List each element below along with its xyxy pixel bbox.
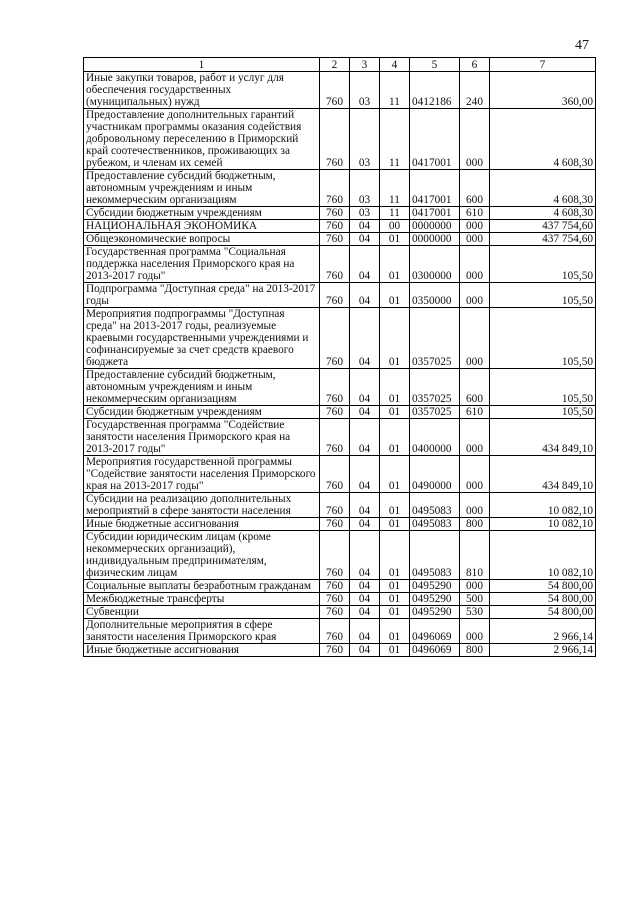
row-name-cell: Подпрограмма "Доступная среда" на 2013-2017 годы [84, 283, 320, 308]
table-row [84, 606, 596, 619]
target-article-cell: 0417001 [410, 207, 460, 220]
section-code-cell: 04 [350, 593, 380, 606]
table-row [84, 207, 596, 220]
admin-code-cell: 760 [320, 606, 350, 619]
table-row [84, 593, 596, 606]
table-row [84, 531, 596, 580]
subsection-code-cell: 01 [380, 233, 410, 246]
admin-code-cell: 760 [320, 493, 350, 518]
expense-type-cell: 000 [460, 233, 490, 246]
row-name-cell: Предоставление субсидий бюджетным, автономным учреждениям и иным некоммерческим организациям [84, 369, 320, 406]
expense-type-cell: 530 [460, 606, 490, 619]
subsection-code-cell: 00 [380, 220, 410, 233]
target-article-cell: 0495290 [410, 580, 460, 593]
subsection-code-cell: 01 [380, 518, 410, 531]
header-cell: 6 [460, 58, 490, 72]
section-code-cell: 04 [350, 531, 380, 580]
subsection-code-cell: 01 [380, 493, 410, 518]
admin-code-cell: 760 [320, 207, 350, 220]
expense-type-cell: 600 [460, 369, 490, 406]
admin-code-cell: 760 [320, 518, 350, 531]
target-article-cell: 0496069 [410, 619, 460, 644]
section-code-cell: 04 [350, 308, 380, 369]
budget-table [83, 57, 596, 657]
admin-code-cell: 760 [320, 233, 350, 246]
target-article-cell: 0412186 [410, 72, 460, 109]
target-article-cell: 0000000 [410, 220, 460, 233]
section-code-cell: 04 [350, 369, 380, 406]
row-name-cell: Общеэкономические вопросы [84, 233, 320, 246]
amount-cell: 4 608,30 [490, 170, 596, 207]
target-article-cell: 0357025 [410, 308, 460, 369]
expense-type-cell: 000 [460, 456, 490, 493]
row-name-cell: Иные бюджетные ассигнования [84, 518, 320, 531]
table-row [84, 283, 596, 308]
section-code-cell: 04 [350, 619, 380, 644]
target-article-cell: 0300000 [410, 246, 460, 283]
admin-code-cell: 760 [320, 220, 350, 233]
target-article-cell: 0417001 [410, 170, 460, 207]
expense-type-cell: 000 [460, 109, 490, 170]
target-article-cell: 0357025 [410, 369, 460, 406]
target-article-cell: 0350000 [410, 283, 460, 308]
section-code-cell: 04 [350, 419, 380, 456]
admin-code-cell: 760 [320, 644, 350, 657]
amount-cell: 437 754,60 [490, 220, 596, 233]
admin-code-cell: 760 [320, 419, 350, 456]
expense-type-cell: 500 [460, 593, 490, 606]
table-row [84, 518, 596, 531]
target-article-cell: 0400000 [410, 419, 460, 456]
amount-cell: 437 754,60 [490, 233, 596, 246]
table-row [84, 233, 596, 246]
subsection-code-cell: 01 [380, 531, 410, 580]
row-name-cell: Предоставление дополнительных гарантий участникам программы оказания содействия добровольному переселению в Приморский край соотечественников, проживающих за рубежом, и членам их семей [84, 109, 320, 170]
table-row [84, 170, 596, 207]
target-article-cell: 0490000 [410, 456, 460, 493]
section-code-cell: 04 [350, 580, 380, 593]
expense-type-cell: 800 [460, 644, 490, 657]
table-row [84, 619, 596, 644]
section-code-cell: 03 [350, 72, 380, 109]
expense-type-cell: 000 [460, 580, 490, 593]
expense-type-cell: 000 [460, 283, 490, 308]
expense-type-cell: 810 [460, 531, 490, 580]
row-name-cell: Мероприятия государственной программы "Содействие занятости населения Приморского края на 2013-2017 годы" [84, 456, 320, 493]
expense-type-cell: 240 [460, 72, 490, 109]
subsection-code-cell: 01 [380, 419, 410, 456]
subsection-code-cell: 01 [380, 619, 410, 644]
header-cell: 2 [320, 58, 350, 72]
subsection-code-cell: 11 [380, 109, 410, 170]
expense-type-cell: 000 [460, 308, 490, 369]
target-article-cell: 0495290 [410, 606, 460, 619]
table-row [84, 456, 596, 493]
section-code-cell: 04 [350, 246, 380, 283]
table-row [84, 406, 596, 419]
section-code-cell: 04 [350, 233, 380, 246]
admin-code-cell: 760 [320, 283, 350, 308]
amount-cell: 54 800,00 [490, 580, 596, 593]
amount-cell: 434 849,10 [490, 419, 596, 456]
expense-type-cell: 000 [460, 419, 490, 456]
section-code-cell: 04 [350, 456, 380, 493]
row-name-cell: Субсидии бюджетным учреждениям [84, 406, 320, 419]
section-code-cell: 04 [350, 644, 380, 657]
amount-cell: 2 966,14 [490, 619, 596, 644]
section-code-cell: 04 [350, 518, 380, 531]
subsection-code-cell: 01 [380, 369, 410, 406]
amount-cell: 434 849,10 [490, 456, 596, 493]
table-row [84, 369, 596, 406]
table-row [84, 644, 596, 657]
page-number: 47 [575, 38, 589, 53]
amount-cell: 54 800,00 [490, 593, 596, 606]
table-row [84, 246, 596, 283]
header-cell: 4 [380, 58, 410, 72]
expense-type-cell: 000 [460, 246, 490, 283]
subsection-code-cell: 01 [380, 606, 410, 619]
row-name-cell: НАЦИОНАЛЬНАЯ ЭКОНОМИКА [84, 220, 320, 233]
target-article-cell: 0496069 [410, 644, 460, 657]
admin-code-cell: 760 [320, 406, 350, 419]
section-code-cell: 04 [350, 606, 380, 619]
amount-cell: 10 082,10 [490, 518, 596, 531]
table-row [84, 72, 596, 109]
row-name-cell: Межбюджетные трансферты [84, 593, 320, 606]
expense-type-cell: 600 [460, 170, 490, 207]
amount-cell: 10 082,10 [490, 493, 596, 518]
table-row [84, 220, 596, 233]
amount-cell: 105,50 [490, 283, 596, 308]
header-cell: 7 [490, 58, 596, 72]
expense-type-cell: 000 [460, 220, 490, 233]
row-name-cell: Субсидии бюджетным учреждениям [84, 207, 320, 220]
row-name-cell: Предоставление субсидий бюджетным, автономным учреждениям и иным некоммерческим организациям [84, 170, 320, 207]
target-article-cell: 0000000 [410, 233, 460, 246]
amount-cell: 360,00 [490, 72, 596, 109]
admin-code-cell: 760 [320, 580, 350, 593]
amount-cell: 105,50 [490, 308, 596, 369]
admin-code-cell: 760 [320, 619, 350, 644]
subsection-code-cell: 01 [380, 644, 410, 657]
amount-cell: 105,50 [490, 369, 596, 406]
section-code-cell: 04 [350, 220, 380, 233]
expense-type-cell: 000 [460, 619, 490, 644]
section-code-cell: 03 [350, 207, 380, 220]
target-article-cell: 0495290 [410, 593, 460, 606]
row-name-cell: Дополнительные мероприятия в сфере занятости населения Приморского края [84, 619, 320, 644]
table-row [84, 308, 596, 369]
section-code-cell: 04 [350, 493, 380, 518]
admin-code-cell: 760 [320, 308, 350, 369]
section-code-cell: 04 [350, 283, 380, 308]
table-row [84, 580, 596, 593]
row-name-cell: Иные закупки товаров, работ и услуг для обеспечения государственных (муниципальных) нужд [84, 72, 320, 109]
header-cell: 5 [410, 58, 460, 72]
admin-code-cell: 760 [320, 246, 350, 283]
table-row [84, 109, 596, 170]
section-code-cell: 03 [350, 109, 380, 170]
row-name-cell: Социальные выплаты безработным гражданам [84, 580, 320, 593]
subsection-code-cell: 01 [380, 406, 410, 419]
amount-cell: 4 608,30 [490, 207, 596, 220]
amount-cell: 2 966,14 [490, 644, 596, 657]
amount-cell: 54 800,00 [490, 606, 596, 619]
amount-cell: 4 608,30 [490, 109, 596, 170]
admin-code-cell: 760 [320, 593, 350, 606]
subsection-code-cell: 01 [380, 283, 410, 308]
subsection-code-cell: 01 [380, 580, 410, 593]
section-code-cell: 03 [350, 170, 380, 207]
table-row [84, 419, 596, 456]
expense-type-cell: 800 [460, 518, 490, 531]
subsection-code-cell: 11 [380, 170, 410, 207]
header-cell: 3 [350, 58, 380, 72]
admin-code-cell: 760 [320, 531, 350, 580]
table-header-row [84, 58, 596, 72]
expense-type-cell: 610 [460, 207, 490, 220]
admin-code-cell: 760 [320, 72, 350, 109]
target-article-cell: 0495083 [410, 493, 460, 518]
row-name-cell: Субвенции [84, 606, 320, 619]
row-name-cell: Государственная программа "Содействие занятости населения Приморского края на 2013-2017 годы" [84, 419, 320, 456]
admin-code-cell: 760 [320, 170, 350, 207]
expense-type-cell: 000 [460, 493, 490, 518]
subsection-code-cell: 01 [380, 308, 410, 369]
target-article-cell: 0417001 [410, 109, 460, 170]
target-article-cell: 0495083 [410, 518, 460, 531]
amount-cell: 105,50 [490, 406, 596, 419]
row-name-cell: Мероприятия подпрограммы "Доступная среда" на 2013-2017 годы, реализуемые краевыми государственными учреждениями и софинансируемые за счет средств краевого бюджета [84, 308, 320, 369]
admin-code-cell: 760 [320, 369, 350, 406]
subsection-code-cell: 01 [380, 593, 410, 606]
target-article-cell: 0495083 [410, 531, 460, 580]
amount-cell: 10 082,10 [490, 531, 596, 580]
row-name-cell: Государственная программа "Социальная поддержка населения Приморского края на 2013-2017 годы" [84, 246, 320, 283]
subsection-code-cell: 11 [380, 207, 410, 220]
row-name-cell: Субсидии на реализацию дополнительных мероприятий в сфере занятости населения [84, 493, 320, 518]
admin-code-cell: 760 [320, 456, 350, 493]
subsection-code-cell: 01 [380, 246, 410, 283]
row-name-cell: Иные бюджетные ассигнования [84, 644, 320, 657]
target-article-cell: 0357025 [410, 406, 460, 419]
row-name-cell: Субсидии юридическим лицам (кроме некоммерческих организаций), индивидуальным предпринимателям, физическим лицам [84, 531, 320, 580]
amount-cell: 105,50 [490, 246, 596, 283]
table-row [84, 493, 596, 518]
subsection-code-cell: 11 [380, 72, 410, 109]
expense-type-cell: 610 [460, 406, 490, 419]
section-code-cell: 04 [350, 406, 380, 419]
header-cell: 1 [84, 58, 320, 72]
subsection-code-cell: 01 [380, 456, 410, 493]
admin-code-cell: 760 [320, 109, 350, 170]
